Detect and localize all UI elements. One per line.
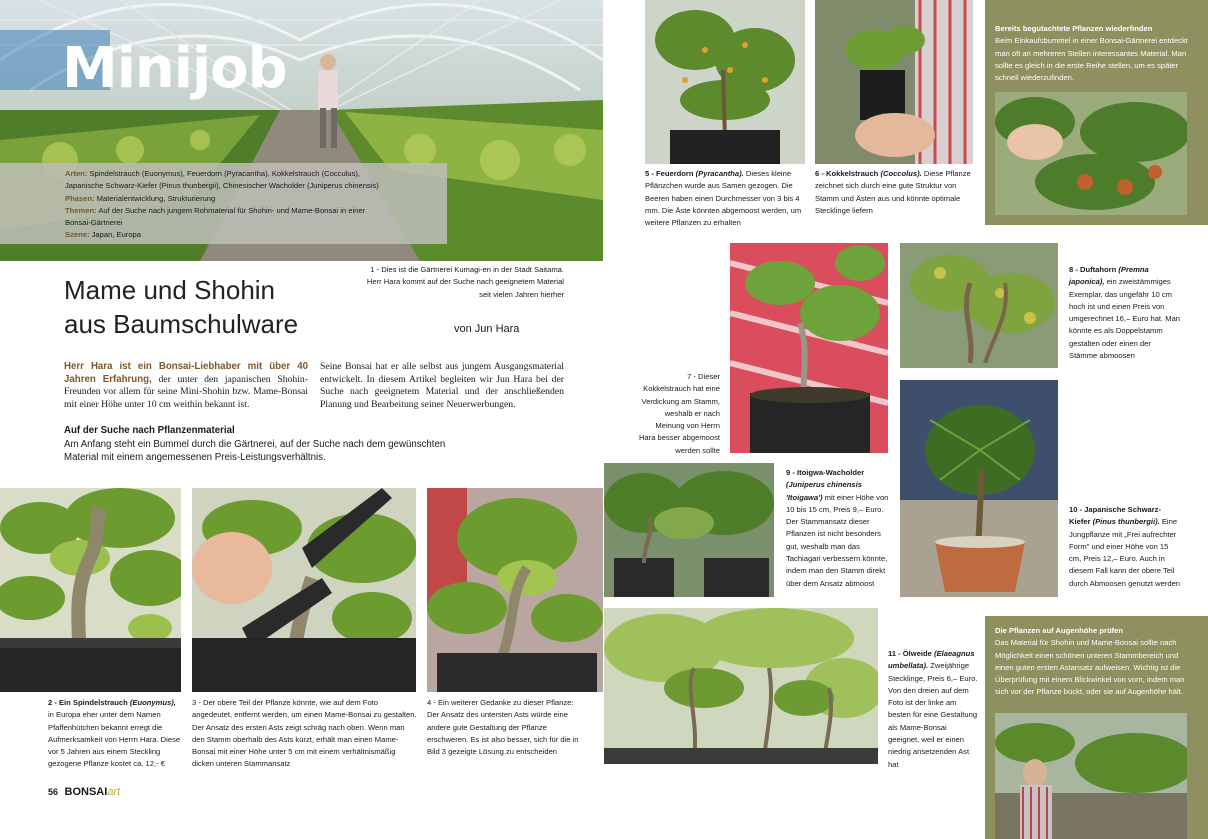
section-text: Am Anfang steht ein Bummel durch die Gärtnerei, auf der Suche nach dem gewünschten Material mit einem angemessenen Preis-Leistungsverhältnis. <box>64 439 446 463</box>
info-line: Themen: Auf der Suche nach jungem Rohmaterial für Shohin- und Mame-Bonsai in einer <box>65 205 366 215</box>
intro-column-2: Seine Bonsai hat er alle selbst aus jungem Ausgangsmaterial entwickelt. In diesem Artikel begleiten wir Jun Hara bei der Suche nach geeignetem Material und der anschließenden Planung und Bearbeitung seiner Neuerwerbungen. <box>320 361 564 410</box>
page-footer <box>48 786 120 798</box>
caption-6: 6 - Kokkelstrauch (Coccolus). Diese Pflanze zeichnet sich durch eine gute Struktur von Stamm und Ästen aus und könnte optimale Stecklinge liefern <box>815 169 971 215</box>
photo-5-pyracantha <box>645 0 805 164</box>
caption-9: 9 - Itoigwa-Wacholder (Juniperus chinensis 'Itoigawa') mit einer Höhe von 10 bis 15 cm, Preis 9,– Euro. Der Stammansatz dieser Pflanzen ist nicht besonders gut, weshalb man das Tachiagari verbessern könnte, indem man den Stamm direkt über dem Ansatz abmoost <box>786 468 889 588</box>
info-line: Arten: Spindelstrauch (Euonymus), Feuerdorn (Pyracantha), Kokkelstrauch (Cocculus), <box>65 169 361 178</box>
intro-lead: Herr Hara ist ein Bonsai-Liebhaber mit über 40 Jahren Erfahrung, <box>64 361 308 385</box>
photo-11-elaeagnus <box>604 608 878 764</box>
info-line: Bonsai-Gärtnerei <box>65 218 123 228</box>
page-number: 56 <box>48 787 59 797</box>
caption-11: 11 - Ölweide (Elaeagnus umbellata). Zweijährige Stecklinge, Preis 6,– Euro. Von den dreien auf dem Foto ist der linke am besten für eine Gestaltung als Mame-Bonsai geeignet, weil er einen niedrig ansetzenden Ast hat <box>888 649 978 769</box>
caption-7: 7 - Dieser Kokkelstrauch hat eine Verdickung am Stamm, weshalb er nach Meinung von Herrn Hara besser abgemoost werden sollte <box>638 372 720 455</box>
photo-2-euonymus <box>0 488 181 692</box>
info-line: Phasen: Materialentwicklung, Strukturierung <box>65 193 216 203</box>
caption-3: 3 - Der obere Teil der Pflanze könnte, wie auf dem Foto angedeutet, entfernt werden, um einen Mame-Bonsai zu gestalten. Der Ansatz des ersten Asts zeigt schräg nach oben. Wenn man den Stamm oberhalb des Asts kürzt, erhält man einen Mame-Bonsai mit einer Höhe unter 5 cm mit einem verhältnismäßig dicken unteren Stammansatz <box>192 698 417 769</box>
sidebar-top-title: Bereits begutachtete Pflanzen wiederfinden <box>995 24 1153 33</box>
page-title: Minijob <box>62 36 287 101</box>
sidebar-bottom-text: Das Material für Shohin und Mame-Bonsai sollte nach Möglichkeit einen schönen unteren Stammbereich und einen guten ersten Astansatz aufweisen. Wichtig ist die Überprüfung mit einem Blickwinkel von vorn, indem man sich vor der Pflanze bückt, oder sie auf Augenhöhe hält. <box>995 638 1185 697</box>
caption-1: 1 - Dies ist die Gärtnerei Kumagi-en in der Stadt Saitama. Herr Hara kommt auf der Suche nach geeignetem Material seit vielen Jahren hierher <box>366 265 564 299</box>
magazine-suffix: art <box>107 786 121 798</box>
photo-4-euonymus-side <box>427 488 603 692</box>
info-line: Japanische Schwarz-Kiefer (Pinus thunbergii), Chinesischer Wacholder (Juniperus chinensis) <box>65 181 379 191</box>
intro-rest: der unter den japanischen Shohin-Freunden vor allem für seine Mini-Shohin bzw. Mame-Bonsai mit einer Höhe unter 10 cm weithin bekannt ist. <box>64 373 308 410</box>
caption-5: 5 - Feuerdorn (Pyracantha). Dieses kleine Pflänzchen wurde aus Samen gezogen. Die Beeren haben einen Durchmesser von 3 bis 4 mm. Die Äste könnten abgemoost werden, um weitere Pflanzen zu erhalten <box>645 169 802 228</box>
caption-4: 4 - Ein weiterer Gedanke zu dieser Pflanze: Der Ansatz des untersten Asts würde eine andere gute Gestaltung der Pflanze erschweren. Es ist also besser, sich für die in Bild 3 gezeigte Lösung zu entscheiden <box>427 698 579 757</box>
photo-8-premna <box>900 243 1058 368</box>
info-line: Szene: Japan, Europa <box>65 230 142 240</box>
section-heading: Auf der Suche nach Pflanzenmaterial <box>64 425 235 436</box>
caption-10: 10 - Japanische Schwarz-Kiefer (Pinus thunbergii). Eine Jungpflanze mit „Frei aufrechter Form" und einer Höhe von 15 cm, Preis 12,– Euro. Auch in diesem Fall kann der obere Teil durch Abmoosen genutzt werden <box>1069 505 1181 588</box>
caption-2: 2 - Ein Spindelstrauch (Euonymus), in Europa eher unter dem Namen Pfaffenhütchen bekannt erregt die Aufmerksamkeit von Herrn Hara. Diese vor 5 Jahren aus einem Steckling gezogene Pflanze kostet ca. 12,- € <box>48 698 181 769</box>
photo-10-black-pine <box>900 380 1058 597</box>
article-headline <box>64 273 298 341</box>
caption-8: 8 - Duftahorn (Premna japonica), ein zweistämmiges Exemplar, das ungefähr 10 cm hoch ist und einen Preis von umgerechnet 16,– Euro hat. Man könnte es als Doppelstamm gestalten oder einen der Stämme abmoosen <box>1069 265 1181 361</box>
sidebar-top-photo <box>995 92 1187 215</box>
magazine-name: BONSAI <box>64 786 108 798</box>
sidebar-top-text: Beim Einkaufsbummel in einer Bonsai-Gärtnerei entdeckt man oft an mehreren Stellen interessantes Material. Man sollte es gleich in die erste Reihe stellen, um es später schnell wiederzufinden. <box>995 36 1188 83</box>
sidebar-bottom-photo <box>995 713 1187 839</box>
article-author: von Jun Hara <box>454 323 520 335</box>
photo-7-cocculus-trunk <box>730 243 888 453</box>
headline-line: Mame und Shohin <box>64 275 276 305</box>
sidebar-bottom-title: Die Pflanzen auf Augenhöhe prüfen <box>995 626 1123 635</box>
photo-3-cut-demo <box>192 488 416 692</box>
article-info-box <box>0 163 447 244</box>
headline-line: aus Baumschulware <box>64 309 299 339</box>
photo-6-cocculus <box>815 0 973 164</box>
photo-9-juniper <box>604 463 774 597</box>
intro-column-1 <box>64 361 308 411</box>
